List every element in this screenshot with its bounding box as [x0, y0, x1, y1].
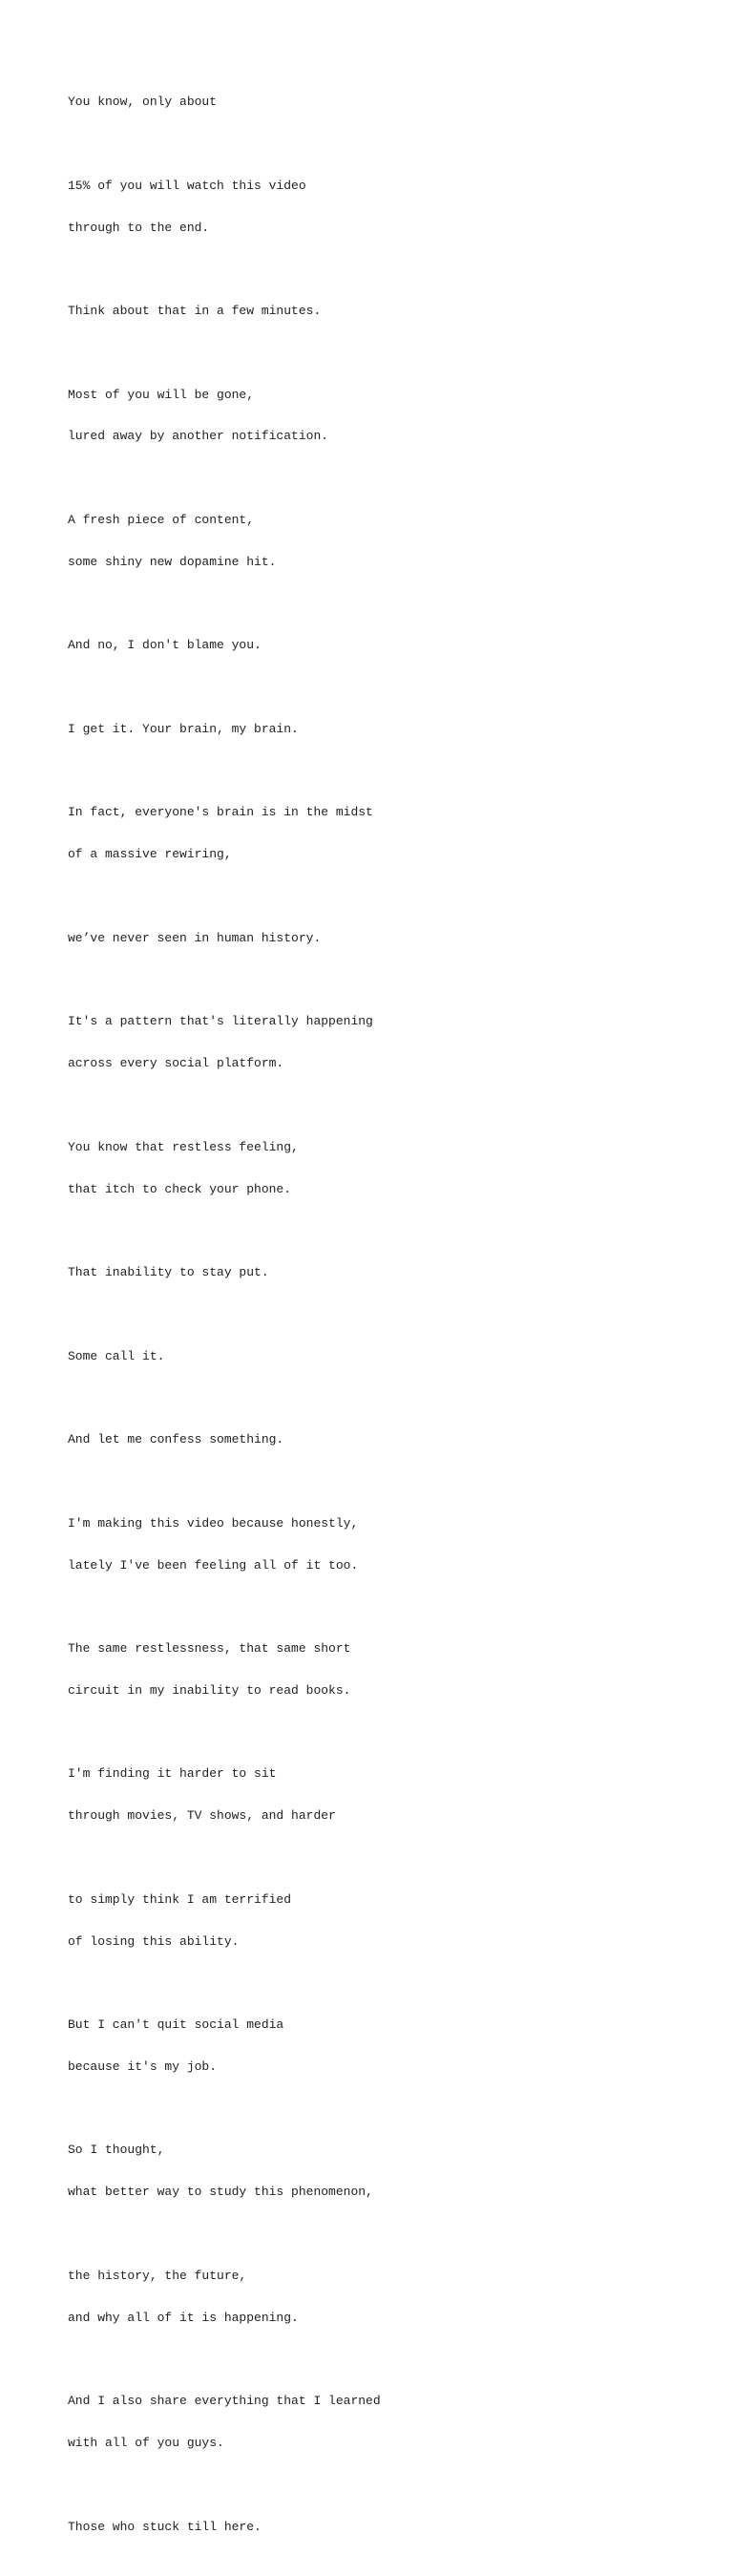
- text-line: In fact, everyone's brain is in the midst: [68, 805, 373, 820]
- text-line: to simply think I am terrified: [68, 1891, 292, 1907]
- paragraph: [68, 1238, 679, 1308]
- paragraph: [68, 486, 679, 598]
- paragraph: [68, 1321, 679, 1391]
- paragraph: [68, 1991, 679, 2102]
- text-line: You know that restless feeling,: [68, 1139, 299, 1154]
- text-line: Think about that in a few minutes.: [68, 304, 322, 319]
- paragraph: [68, 1740, 679, 1851]
- text-line: I get it. Your brain, my brain.: [68, 721, 299, 736]
- text-line: And I also share everything that I learned: [68, 2394, 381, 2409]
- text-line: I'm finding it harder to sit: [68, 1766, 277, 1782]
- text-line: through to the end.: [68, 220, 210, 235]
- text-line: lately I've been feeling all of it too.: [68, 1557, 359, 1573]
- text-line: Some call it.: [68, 1348, 165, 1363]
- paragraph: [68, 1866, 679, 1977]
- text-line: A fresh piece of content,: [68, 513, 255, 527]
- text-line: That inability to stay put.: [68, 1265, 269, 1280]
- text-line: the history, the future,: [68, 2268, 247, 2283]
- paragraph: [68, 987, 679, 1099]
- text-line: of a massive rewiring,: [68, 847, 232, 862]
- text-line: So I thought,: [68, 2143, 165, 2158]
- transcript-text: [68, 68, 679, 2576]
- paragraph: [68, 277, 679, 347]
- text-line: I'm making this video because honestly,: [68, 1515, 359, 1531]
- text-line: Those who stuck till here.: [68, 2519, 262, 2534]
- paragraph: [68, 1113, 679, 1225]
- paragraph: [68, 360, 679, 472]
- paragraph: [68, 778, 679, 890]
- paragraph: [68, 1405, 679, 1475]
- paragraph: [68, 904, 679, 974]
- text-line: because it's my job.: [68, 2059, 218, 2074]
- text-line: 15% of you will watch this video: [68, 178, 306, 193]
- text-line: The same restlessness, that same short: [68, 1641, 351, 1657]
- text-line: of losing this ability.: [68, 1933, 240, 1949]
- paragraph: [68, 2116, 679, 2228]
- text-line: we’ve never seen in human history.: [68, 930, 322, 945]
- paragraph: [68, 2242, 679, 2354]
- paragraph: [68, 152, 679, 264]
- text-line: circuit in my inability to read books.: [68, 1682, 351, 1698]
- text-line: And let me confess something.: [68, 1432, 284, 1447]
- paragraph: [68, 611, 679, 681]
- text-line: and why all of it is happening.: [68, 2310, 299, 2325]
- text-line: with all of you guys.: [68, 2435, 224, 2450]
- text-line: And no, I don't blame you.: [68, 638, 262, 653]
- text-line: But I can't quit social media: [68, 2017, 284, 2033]
- paragraph: [68, 2367, 679, 2479]
- paragraph: [68, 695, 679, 765]
- paragraph: [68, 2492, 679, 2562]
- text-line: some shiny new dopamine hit.: [68, 554, 277, 569]
- text-line: Most of you will be gone,: [68, 387, 255, 402]
- text-line: across every social platform.: [68, 1056, 284, 1071]
- text-line: through movies, TV shows, and harder: [68, 1808, 336, 1824]
- text-line: You know, only about: [68, 95, 218, 110]
- paragraph: [68, 68, 679, 137]
- text-line: lured away by another notification.: [68, 429, 329, 444]
- paragraph: [68, 1615, 679, 1726]
- text-line: what better way to study this phenomenon,: [68, 2185, 373, 2200]
- text-line: It's a pattern that's literally happening: [68, 1014, 373, 1029]
- paragraph: [68, 1489, 679, 1601]
- text-line: that itch to check your phone.: [68, 1181, 292, 1196]
